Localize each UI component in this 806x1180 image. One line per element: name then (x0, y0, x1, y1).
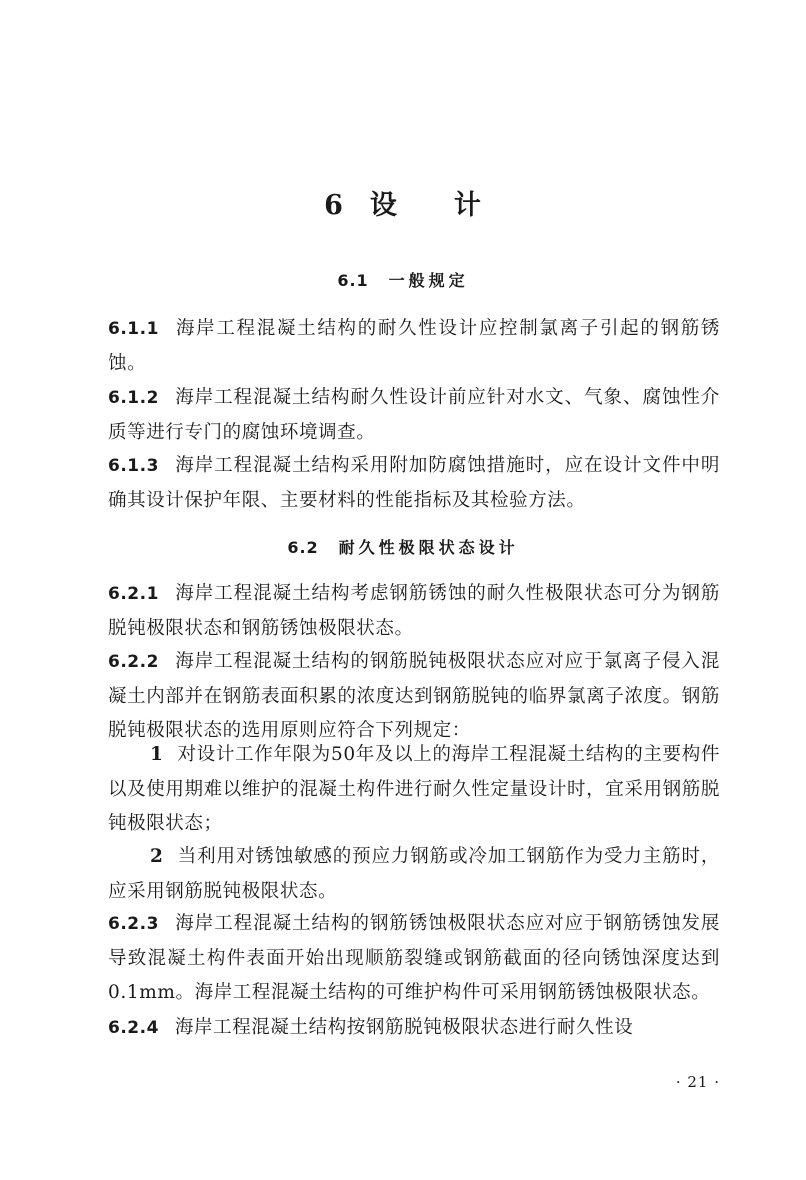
clause-number: 6.2.1 (108, 584, 159, 604)
section-number: 6.2 (287, 538, 319, 557)
clause-6-2-3 (108, 907, 720, 1011)
clause-number: 6.2.4 (108, 1018, 159, 1038)
list-item-1 (108, 738, 720, 842)
clause-6-2-2 (108, 645, 720, 749)
page-number: · 21 · (675, 1073, 720, 1091)
clause-number: 6.1.3 (108, 456, 159, 476)
section-heading-6-2 (0, 535, 806, 558)
list-item-text: 对设计工作年限为50年及以上的海岸工程混凝土结构的主要构件以及使用期难以维护的混凝土构件进行耐久性定量设计时，宜采用钢筋脱钝极限状态； (108, 744, 720, 834)
clause-text: 海岸工程混凝土结构的钢筋脱钝极限状态应对应于氯离子侵入混凝土内部并在钢筋表面积累的浓度达到钢筋脱钝的临界氯离子浓度。钢筋脱钝极限状态的选用原则应符合下列规定： (108, 651, 720, 741)
clause-text: 海岸工程混凝土结构的钢筋锈蚀极限状态应对应于钢筋锈蚀发展导致混凝土构件表面开始出现顺筋裂缝或钢筋截面的径向锈蚀深度达到0.1mm。海岸工程混凝土结构的可维护构件可采用钢筋锈蚀极限状态。 (108, 913, 720, 1003)
chapter-number: 6 (324, 190, 344, 221)
section-number: 6.1 (337, 271, 369, 290)
chapter-title-word-1: 设 (369, 190, 398, 221)
list-item-text: 当利用对锈蚀敏感的预应力钢筋或冷加工钢筋作为受力主筋时，应采用钢筋脱钝极限状态。 (108, 846, 720, 902)
clause-text: 海岸工程混凝土结构耐久性设计前应针对水文、气象、腐蚀性介质等进行专门的腐蚀环境调查。 (108, 387, 720, 443)
clause-6-2-4 (108, 1011, 720, 1046)
chapter-title-word-2: 计 (453, 190, 482, 221)
clause-text: 海岸工程混凝土结构考虑钢筋锈蚀的耐久性极限状态可分为钢筋脱钝极限状态和钢筋锈蚀极限状态。 (108, 583, 720, 639)
clause-text: 海岸工程混凝土结构按钢筋脱钝极限状态进行耐久性设 (174, 1017, 634, 1038)
clause-6-1-1 (108, 312, 720, 381)
section-heading-6-1 (0, 268, 806, 291)
chapter-title (0, 183, 806, 222)
clause-number: 6.2.3 (108, 914, 159, 934)
clause-6-1-2 (108, 381, 720, 450)
clause-6-1-3 (108, 449, 720, 518)
section-title: 一般规定 (388, 271, 469, 290)
section-title: 耐久性极限状态设计 (338, 538, 519, 557)
list-item-2 (108, 840, 720, 909)
clause-number: 6.1.1 (108, 319, 159, 339)
clause-6-2-1 (108, 577, 720, 646)
list-item-number: 2 (150, 846, 164, 867)
clause-number: 6.2.2 (108, 652, 159, 672)
clause-text: 海岸工程混凝土结构的耐久性设计应控制氯离子引起的钢筋锈蚀。 (108, 318, 720, 374)
clause-number: 6.1.2 (108, 388, 159, 408)
list-item-number: 1 (150, 744, 164, 765)
clause-text: 海岸工程混凝土结构采用附加防腐蚀措施时，应在设计文件中明确其设计保护年限、主要材料的性能指标及其检验方法。 (108, 455, 720, 511)
